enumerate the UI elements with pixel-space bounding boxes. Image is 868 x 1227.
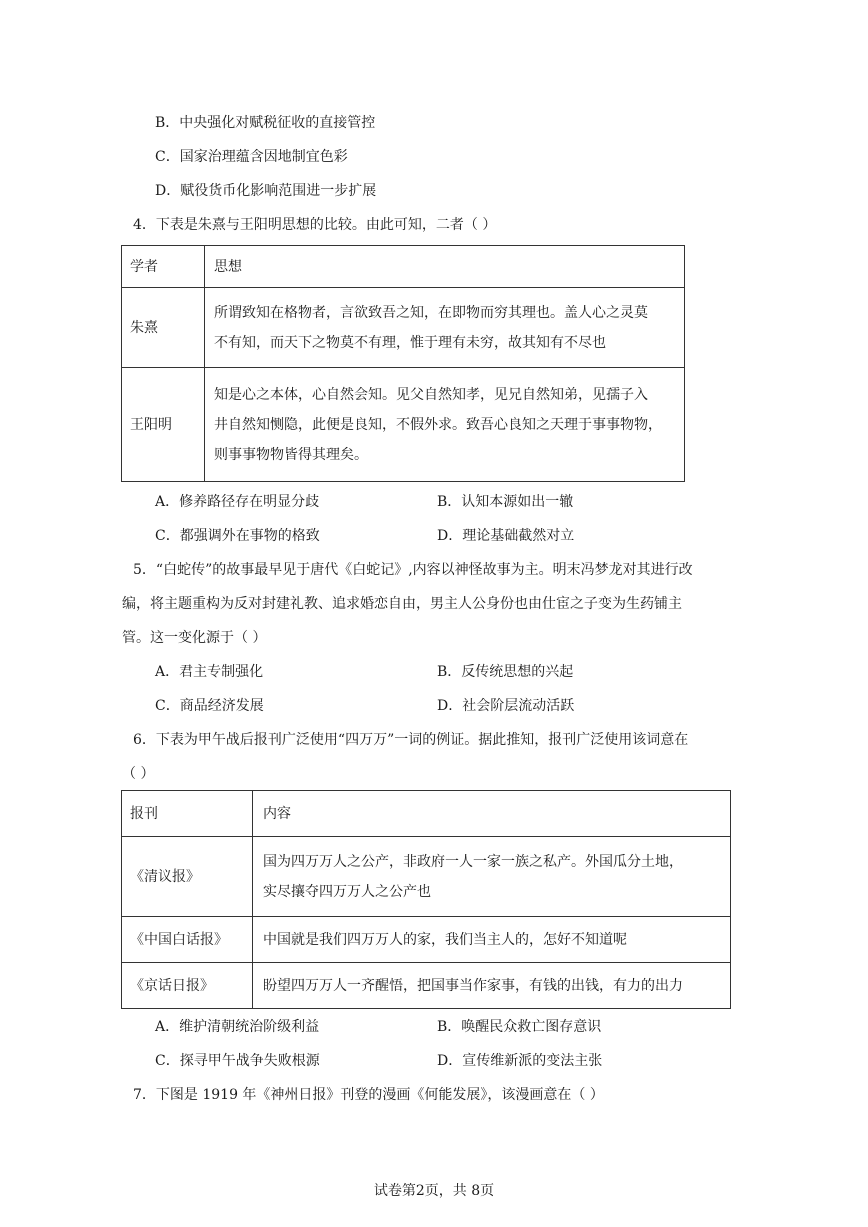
q7-stem: 7．下图是 1919 年《神州日报》刊登的漫画《何能发展》，该漫画意在（ ） <box>133 1087 604 1103</box>
q4-option-b: B．认知本源如出一辙 <box>437 494 574 510</box>
q5-option-b: B．反传统思想的兴起 <box>437 664 574 680</box>
newspaper-name: 《中国白话报》 <box>122 917 253 963</box>
table-row <box>122 917 731 963</box>
q5-stem-line-2: 编，将主题重构为反对封建礼教、追求婚恋自由，男主人公身份也由仕宦之子变为生药铺主 <box>122 596 682 612</box>
table-header-cell: 内容 <box>253 791 731 837</box>
thought-line: 则事事物物皆得其理矣。 <box>214 446 368 463</box>
q4-table <box>121 245 685 482</box>
table-header-cell: 报刊 <box>122 791 253 837</box>
table-row <box>122 368 685 482</box>
content-text: 中国就是我们四万万人的家，我们当主人的，怎好不知道呢 <box>253 917 731 963</box>
table-row <box>122 963 731 1009</box>
content-line: 实尽攘夺四万万人之公产也 <box>263 883 431 900</box>
table-header-row <box>122 246 685 288</box>
q6-option-b: B．唤醒民众救亡图存意识 <box>437 1019 602 1035</box>
q5-option-c: C．商品经济发展 <box>155 698 264 714</box>
q6-stem-line-2: （ ） <box>122 766 155 782</box>
scholar-name: 王阳明 <box>122 368 205 482</box>
q6-table <box>121 790 731 1009</box>
q3-option-c: C．国家治理蕴含因地制宜色彩 <box>155 149 348 165</box>
q6-option-c: C．探寻甲午战争失败根源 <box>155 1053 320 1069</box>
thought-text <box>205 288 685 368</box>
q4-option-c: C．都强调外在事物的格致 <box>155 528 320 544</box>
thought-text <box>205 368 685 482</box>
content-text: 盼望四万万人一齐醒悟，把国事当作家事，有钱的出钱，有力的出力 <box>253 963 731 1009</box>
thought-line: 知是心之本体，心自然会知。见父自然知孝，见兄自然知弟，见孺子入 <box>214 386 648 403</box>
scholar-name: 朱熹 <box>122 288 205 368</box>
table-header-cell: 学者 <box>122 246 205 288</box>
content-text <box>253 837 731 917</box>
q3-option-d: D．赋役货币化影响范围进一步扩展 <box>155 183 377 199</box>
thought-line: 井自然知恻隐，此便是良知，不假外求。致吾心良知之天理于事事物物， <box>214 416 662 433</box>
table-row <box>122 288 685 368</box>
table-row <box>122 837 731 917</box>
q6-option-d: D．宣传维新派的变法主张 <box>437 1053 603 1069</box>
content-line: 国为四万万人之公产，非政府一人一家一族之私产。外国瓜分土地， <box>263 853 683 870</box>
table-header-row <box>122 791 731 837</box>
q3-option-b: B．中央强化对赋税征收的直接管控 <box>155 115 376 131</box>
q6-stem-line-1: 6．下表为甲午战后报刊广泛使用“四万万”一词的例证。据此推知，报刊广泛使用该词意在 <box>133 732 689 748</box>
newspaper-name: 《京话日报》 <box>122 963 253 1009</box>
thought-line: 所谓致知在格物者，言欲致吾之知，在即物而穷其理也。盖人心之灵莫 <box>214 304 648 321</box>
q5-stem-line-3: 管。这一变化源于（ ） <box>122 630 267 646</box>
q4-stem: 4．下表是朱熹与王阳明思想的比较。由此可知，二者（ ） <box>133 217 497 233</box>
page-footer: 试卷第2页，共 8页 <box>373 1183 495 1199</box>
q5-option-d: D．社会阶层流动活跃 <box>437 698 575 714</box>
newspaper-name: 《清议报》 <box>122 837 253 917</box>
q4-option-d: D．理论基础截然对立 <box>437 528 575 544</box>
q5-stem-line-1: 5．“白蛇传”的故事最早见于唐代《白蛇记》,内容以神怪故事为主。明末冯梦龙对其进行改 <box>133 562 693 578</box>
q6-option-a: A．维护清朝统治阶级利益 <box>155 1019 320 1035</box>
thought-line: 不有知，而天下之物莫不有理，惟于理有未穷，故其知有不尽也 <box>214 334 606 351</box>
q5-option-a: A．君主专制强化 <box>155 664 264 680</box>
q4-option-a: A．修养路径存在明显分歧 <box>155 494 320 510</box>
table-header-cell: 思想 <box>205 246 685 288</box>
